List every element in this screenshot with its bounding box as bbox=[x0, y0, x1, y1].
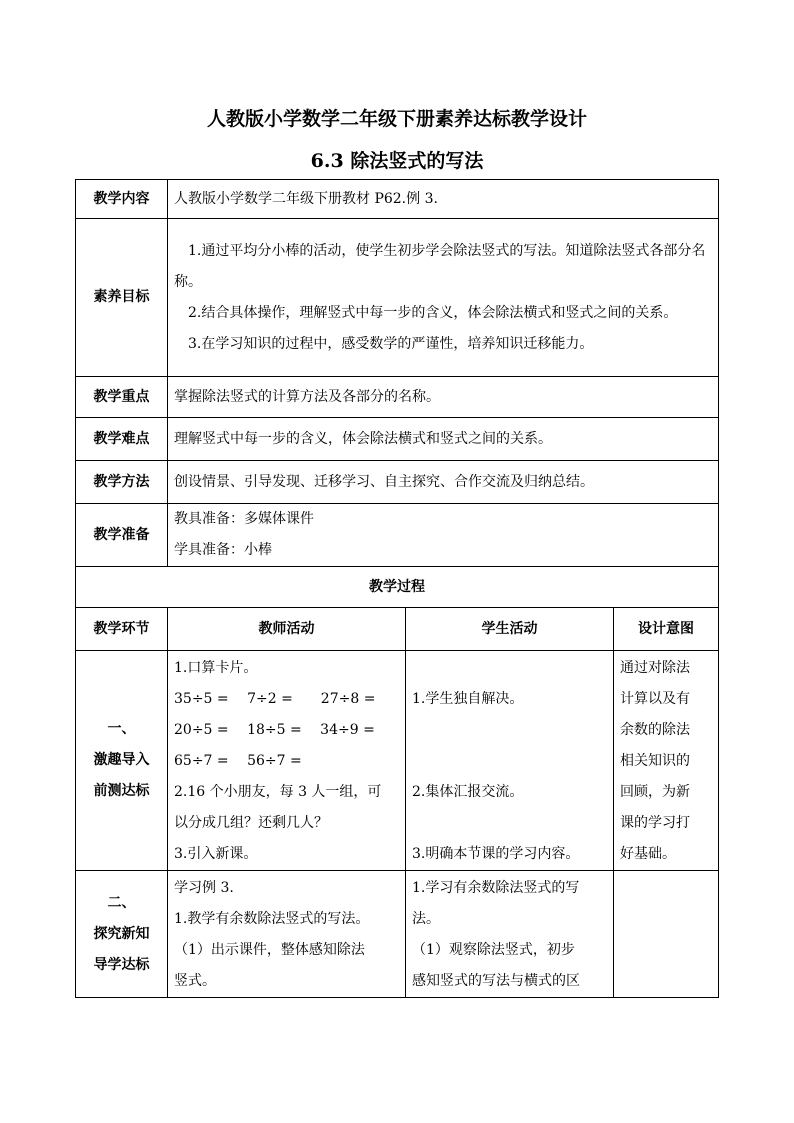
stage-2-intent bbox=[614, 871, 719, 998]
teacher-line: 2.16 个小朋友，每 3 人一组，可 bbox=[174, 784, 382, 800]
goal-item: 2.结合具体操作，理解竖式中每一步的含义，体会除法横式和竖式之间的关系。 bbox=[188, 304, 678, 321]
value-content: 人教版小学数学二年级下册教材 P62.例 3. bbox=[168, 180, 719, 219]
row-method bbox=[76, 461, 719, 504]
stage-2-student bbox=[406, 871, 614, 998]
teacher-line: 竖式。 bbox=[174, 973, 216, 989]
stage-1-number: 一、 bbox=[107, 721, 136, 737]
document-title: 人教版小学数学二年级下册素养达标教学设计 bbox=[206, 108, 587, 130]
student-line: 3.明确本节课的学习内容。 bbox=[412, 846, 580, 862]
student-line: （1）观察除法竖式，初步 bbox=[412, 942, 575, 958]
row-key bbox=[76, 377, 719, 418]
stage-1-label bbox=[76, 651, 168, 871]
row-process-title bbox=[76, 567, 719, 608]
teacher-line: 1.教学有余数除法竖式的写法。 bbox=[174, 911, 370, 927]
intent-line: 回顾，为新 bbox=[620, 784, 690, 800]
student-line: 1.学生独自解决。 bbox=[412, 691, 524, 707]
stage-1-intent bbox=[614, 651, 719, 871]
row-stage-1 bbox=[76, 651, 719, 871]
stage-2-name: 探究新知 bbox=[93, 925, 150, 942]
header-teacher: 教师活动 bbox=[168, 608, 406, 651]
goal-item: 3.在学习知识的过程中，感受数学的严谨性，培养知识迁移能力。 bbox=[188, 335, 594, 352]
label-goals: 素养目标 bbox=[76, 219, 168, 377]
student-line: 1.学习有余数除法竖式的写 bbox=[412, 880, 580, 896]
row-process-headers bbox=[76, 608, 719, 651]
intent-line: 余数的除法 bbox=[620, 722, 690, 738]
teacher-line: （1）出示课件，整体感知除法 bbox=[174, 942, 365, 958]
stage-1-name: 激趣导入 bbox=[93, 752, 150, 768]
stage-2-label bbox=[76, 871, 168, 998]
stage-2-number: 二、 bbox=[107, 894, 136, 911]
student-line: 2.集体汇报交流。 bbox=[412, 784, 524, 800]
stage-1-student bbox=[406, 651, 614, 871]
student-line: 法。 bbox=[412, 911, 440, 927]
row-difficulty bbox=[76, 418, 719, 461]
teacher-line: 65÷7 = 56÷7 = bbox=[174, 753, 302, 769]
stage-2-teacher bbox=[168, 871, 406, 998]
stage-2-name: 导学达标 bbox=[93, 956, 150, 973]
label-method: 教学方法 bbox=[76, 461, 168, 504]
stage-1-teacher bbox=[168, 651, 406, 871]
row-content bbox=[76, 180, 719, 219]
lesson-title: 6.3 除法竖式的写法 bbox=[310, 150, 484, 172]
teacher-line: 20÷5 = 18÷5 = 34÷9 = bbox=[174, 722, 375, 738]
teacher-line: 35÷5 = 7÷2 = 27÷8 = bbox=[174, 691, 376, 707]
intent-line: 通过对除法 bbox=[620, 660, 690, 676]
teacher-line: 学习例 3. bbox=[174, 880, 234, 896]
intent-line: 课的学习打 bbox=[620, 815, 690, 831]
value-key: 掌握除法竖式的计算方法及各部分的名称。 bbox=[168, 377, 719, 418]
student-line: 感知竖式的写法与横式的区 bbox=[412, 973, 580, 989]
intent-line: 好基础。 bbox=[620, 846, 676, 862]
row-stage-2 bbox=[76, 871, 719, 998]
intent-line: 计算以及有 bbox=[620, 691, 690, 707]
goal-item: 1.通过平均分小棒的活动，使学生初步学会除法竖式的写法。知道除法竖式各部分名称。 bbox=[174, 242, 706, 290]
stage-1-name: 前测达标 bbox=[93, 783, 150, 799]
row-goals bbox=[76, 219, 719, 377]
header-student: 学生活动 bbox=[406, 608, 614, 651]
row-prep bbox=[76, 504, 719, 567]
header-intent: 设计意图 bbox=[614, 608, 719, 651]
label-content: 教学内容 bbox=[76, 180, 168, 219]
prep-teacher: 教具准备：多媒体课件 bbox=[174, 511, 314, 527]
lesson-plan-table bbox=[75, 179, 719, 998]
teacher-line: 1.口算卡片。 bbox=[174, 660, 258, 676]
prep-cell bbox=[168, 504, 719, 567]
goals-cell bbox=[168, 219, 719, 377]
teacher-line: 3.引入新课。 bbox=[174, 846, 258, 862]
value-method: 创设情景、引导发现、迁移学习、自主探究、合作交流及归纳总结。 bbox=[168, 461, 719, 504]
value-difficulty: 理解竖式中每一步的含义，体会除法横式和竖式之间的关系。 bbox=[168, 418, 719, 461]
process-title: 教学过程 bbox=[76, 567, 719, 608]
intent-line: 相关知识的 bbox=[620, 753, 690, 769]
label-difficulty: 教学难点 bbox=[76, 418, 168, 461]
prep-student: 学具准备：小棒 bbox=[174, 542, 272, 558]
teacher-line: 以分成几组？还剩几人？ bbox=[174, 815, 328, 831]
label-key: 教学重点 bbox=[76, 377, 168, 418]
header-stage: 教学环节 bbox=[76, 608, 168, 651]
label-prep: 教学准备 bbox=[76, 504, 168, 567]
